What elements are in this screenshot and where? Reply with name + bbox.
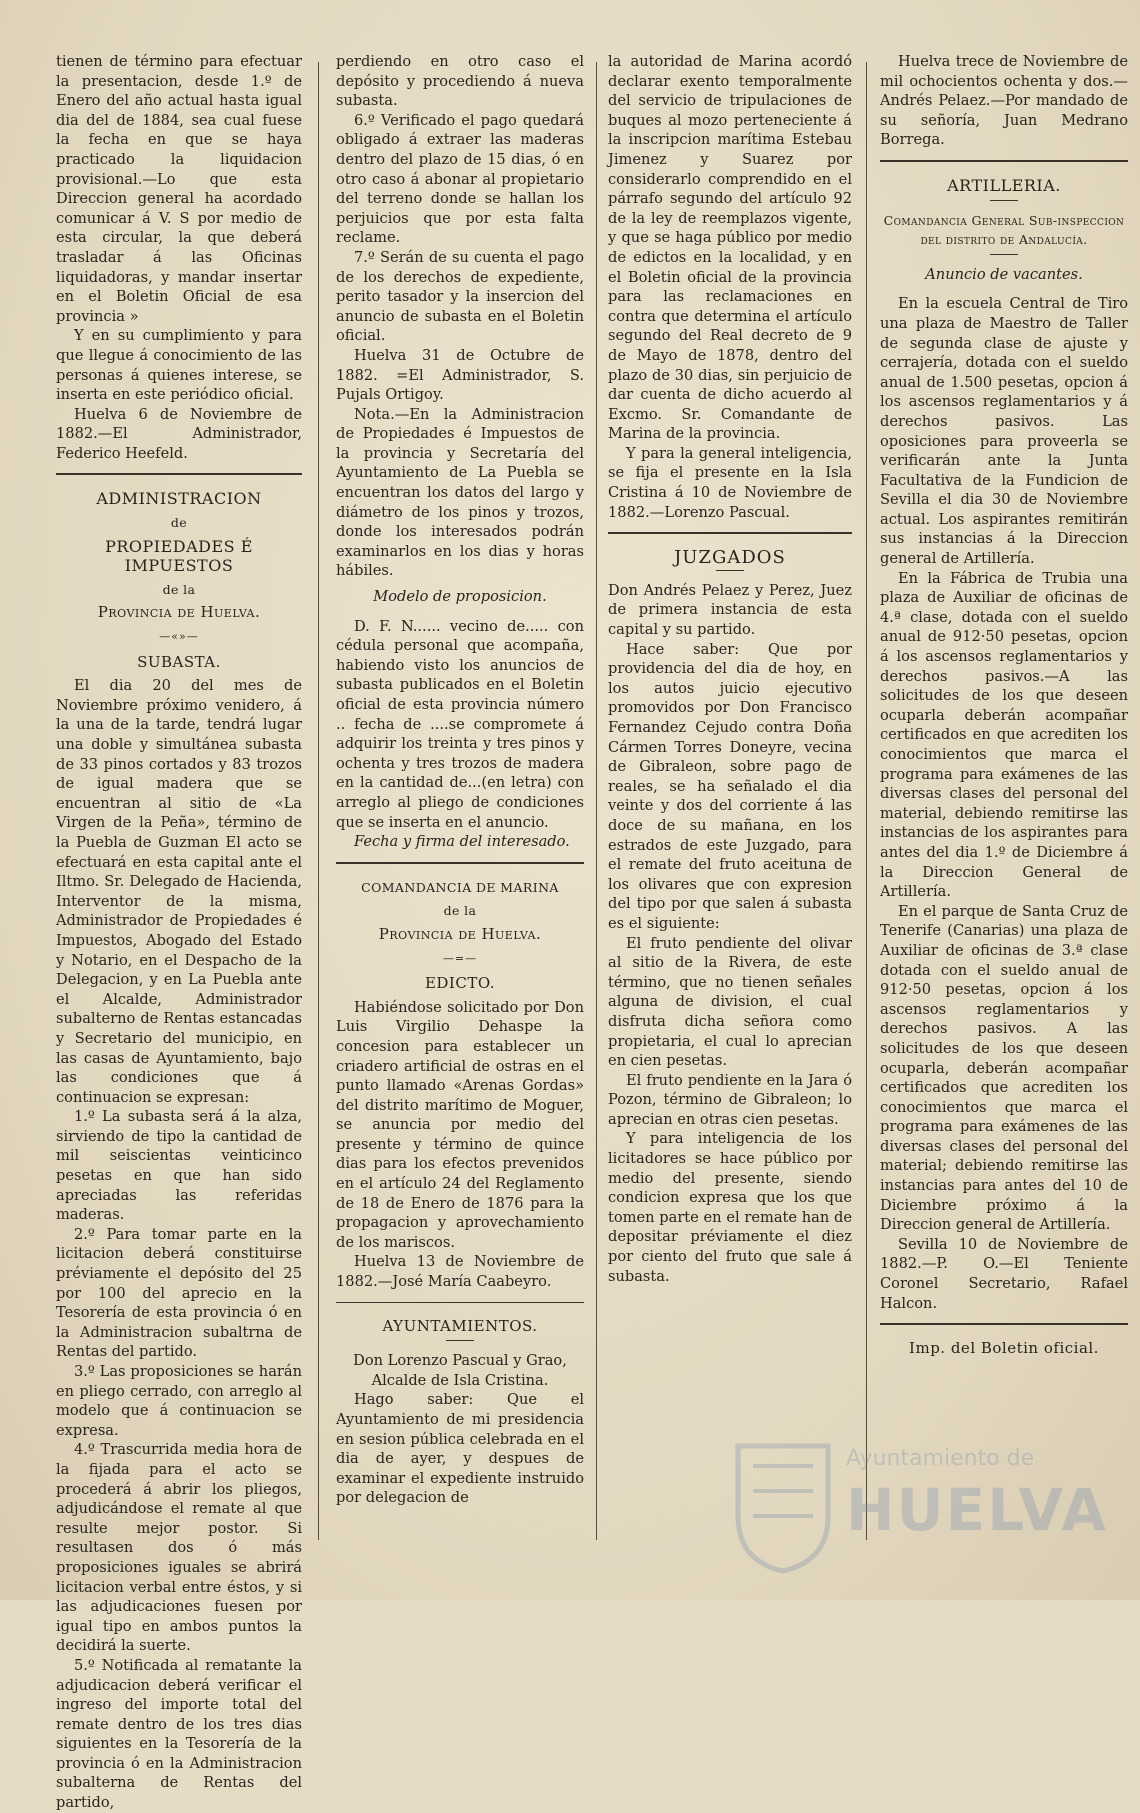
section-heading: JUZGADOS (674, 547, 786, 569)
signature: Huelva trece de Noviembre de mil ochocientos ochenta y dos.—Andrés Pelaez.—Por mandado de su señoría, Juan Medrano Borrega. (880, 53, 1128, 149)
section-heading: COMANDANCIA DE MARINA (361, 879, 559, 895)
heading-connector: de la (443, 903, 477, 919)
condition-item: 2.º Para tomar parte en la licitacion deberá constituirse préviamente el depósito del 25 por 100 del aprecio en la Tesorería de esta provincia ó en la Administracion subaltrna de Rentas del partido. (56, 1225, 302, 1361)
column-divider (866, 62, 867, 1540)
date-signature-line: Fecha y firma del interesado. (354, 833, 570, 851)
paragraph: Hago saber: Que el Ayuntamiento de mi presidencia en sesion pública celebrada en el dia de ayer, y despues de examinar el expediente instruido por delegacion de (336, 1391, 584, 1507)
heading-dash (990, 254, 1018, 255)
section-heading: ADMINISTRACION (96, 489, 262, 509)
column-4 (880, 52, 1128, 1560)
condition-item: 7.º Serán de su cuenta el pago de los derechos de expediente, perito tasador y la insercion del anuncio de subasta en el Boletin oficial. (336, 248, 584, 345)
section-heading: PROPIEDADES É IMPUESTOS (105, 536, 253, 576)
model-title: Modelo de proposicion. (373, 588, 547, 606)
signature: Huelva 31 de Octubre de 1882. =El Administrador, S. Pujals Ortigoy. (336, 346, 584, 404)
section-rule (880, 1323, 1128, 1325)
section-heading: ARTILLERIA. (947, 175, 1061, 195)
paragraph: En el parque de Santa Cruz de Tenerife (Canarias) una plaza de Auxiliar de oficinas de 3.ª clase dotada con el sueldo anual de 912·50 pesetas, opcion á los ascensos reglamentarios y derechos pasivos. A las solicitudes de los que deseen ocuparla, deberán acompañar certificados que acrediten los conocimientos que marca el programa para exámenes de las diversas clases del personal del material; debiendo remitirse las instancias para antes del 10 de Diciembre próximo á la Direccion general de Artillería. (880, 902, 1128, 1234)
official-title: Don Andrés Pelaez y Perez, Juez de primera instancia de esta capital y su partido. (608, 581, 852, 639)
note: Nota.—En la Administracion de Propiedades é Impuestos de la provincia y Secretaría del Ayuntamiento de La Puebla se encuentran los datos del largo y diámetro de los pinos y trozos, donde los interesados podrán examinarlos en los dias y horas hábiles. (336, 405, 584, 580)
column-3 (608, 52, 852, 1560)
paragraph: El dia 20 del mes de Noviembre próximo venidero, á la una de la tarde, tendrá lugar una doble y simultánea subasta de 33 pinos cortados y 83 trozos de igual madera que se encuentran al sitio de «La Virgen de la Peña», término de la Puebla de Guzman El acto se efectuará en esta capital ante el Iltmo. Sr. Delegado de Hacienda, Interventor de la misma, Administrador de Propiedades é Impuestos, Abogado del Estado y Notario, en el Despacho de la Delegacion, y en La Puebla ante el Alcalde, Administrador subalterno de Rentas estancadas y Secretario del municipio, en las casas de Ayuntamiento, bajo las condiciones que á continuacion se expresan: (56, 677, 302, 1106)
section-heading: EDICTO. (424, 974, 496, 993)
heading-dash (990, 200, 1018, 201)
section-rule (336, 1302, 584, 1303)
ornament-separator: —«»— (159, 630, 199, 644)
section-subheading: Provincia de Huelva. (378, 924, 542, 943)
paragraph: En la escuela Central de Tiro una plaza de Maestro de Taller de segunda clase de ajuste y cerrajería, dotada con el sueldo anual de 1.500 pesetas, opcion á los ascensos reglamentarios y á derechos pasivos. Las oposiciones para proveerla se verificarán ante la Junta Facultativa de la Fundicion de Sevilla el dia 30 de Noviembre actual. Los aspirantes remitirán sus instancias á la Direccion general de Artillería. (880, 295, 1128, 568)
paragraph: En la Fábrica de Trubia una plaza de Auxiliar de oficinas de 4.ª clase, dotada con el sueldo anual de 912·50 pesetas, opcion á los ascensos reglamentarios y derechos pasivos.—A las solicitudes de los que deseen ocuparla deberán acompañar certificados en que acrediten los conocimientos que marca el programa para exámenes de las diversas clases del personal del material, debiendo remitirse las instancias de los aspirantes para antes del dia 1.º de Diciembre á la Direccion General de Artillería. (880, 569, 1128, 901)
section-heading: SUBASTA. (137, 652, 221, 671)
paragraph: tienen de término para efectuar la presentacion, desde 1.º de Enero del año actual hasta igual dia del de 1884, sea cual fuese la fecha en que se haya practicado la liquidacion provisional.—Lo que esta Direccion general ha acordado comunicar á V. S por medio de esta circular, la que deberá trasladar á las Oficinas liquidadoras, y mandar insertar en el Boletin Oficial de esa provincia » (56, 53, 302, 325)
heading-connector: de (170, 515, 188, 531)
condition-item: 5.º Notificada al rematante la adjudicacion deberá verificar el ingreso del importe total del remate dentro de los tres dias siguientes en la Tesorería de la provincia ó en la Administracion subalterna de Rentas del partido, (56, 1656, 302, 1812)
section-rule (880, 160, 1128, 162)
watermark-title: Ayuntamiento de (846, 1446, 1035, 1471)
condition-item: 6.º Verificado el pago quedará obligado á extraer las maderas dentro del plazo de 15 dias, ó en otro caso á abonar al propietario del terreno donde se hallan los perjuicios que por esta falta reclame. (336, 111, 584, 247)
section-rule (336, 862, 584, 864)
column-2 (336, 52, 584, 1560)
condition-item: 1.º La subasta será á la alza, sirviendo de tipo la cantidad de mil seiscientas veinticinco pesetas en que han sido apreciadas las referidas maderas. (56, 1108, 302, 1224)
paragraph: Y en su cumplimiento y para que llegue á conocimiento de las personas á quienes interese, se inserta en este periódico oficial. (56, 327, 302, 404)
section-subheading: Comandancia General Sub-inspeccion del distrito de Andalucía. (883, 212, 1125, 248)
paragraph: perdiendo en otro caso el depósito y procediendo á nueva subasta. (336, 53, 584, 110)
condition-item: 3.º Las proposiciones se harán en pliego cerrado, con arreglo al modelo que á continuacion se expresa. (56, 1363, 302, 1439)
condition-item: 4.º Trascurrida media hora de la fijada para el acto se procederá á abrir los pliegos, adjudicándose el remate al que resulte mejor postor. Si resultasen dos ó más proposiciones iguales se abrirá licitacion verbal entre éstos, y si las adjudicaciones fuesen por igual tipo en ambos puntos la decidirá la suerte. (56, 1441, 302, 1655)
paragraph: Y para inteligencia de los licitadores se hace público por medio del presente, siendo condicion expresa que los que tomen parte en el remate han de depositar préviamente el diez por ciento del fruto que sale á subasta. (608, 1130, 852, 1285)
signature: Huelva 6 de Noviembre de 1882.—El Administrador, Federico Heefeld. (56, 405, 302, 462)
signature: Sevilla 10 de Noviembre de 1882.—P. O.—El Teniente Coronel Secretario, Rafael Halcon. (880, 1235, 1128, 1312)
section-rule (56, 473, 302, 475)
paragraph: Habiéndose solicitado por Don Luis Virgilio Dehaspe la concesion para establecer un criadero artificial de ostras en el punto llamado «Arenas Gordas» del distrito marítimo de Moguer, se anuncia por medio del presente y término de quince dias para los efectos prevenidos en el artículo 24 del Reglamento de 18 de Enero de 1876 para la propagacion y aprovechamiento de los mariscos. (336, 998, 584, 1251)
watermark-name: HUELVA (846, 1476, 1109, 1544)
announcement-title: Anuncio de vacantes. (925, 265, 1083, 283)
heading-connector: de la (162, 581, 196, 597)
section-rule (608, 532, 852, 534)
archive-watermark (728, 1436, 1109, 1586)
official-title: Don Lorenzo Pascual y Grao, Alcalde de Isla Cristina. (353, 1352, 567, 1389)
paragraph: El fruto pendiente en la Jara ó Pozon, término de Gibraleon; lo aprecian en otras cien pesetas. (608, 1071, 852, 1128)
printer-imprint: Imp. del Boletin oficial. (909, 1339, 1099, 1358)
paragraph: Hace saber: Que por providencia del dia de hoy, en los autos juicio ejecutivo promovidos por Don Francisco Fernandez Cejudo contra Doña Cármen Torres Doneyre, vecina de Gibraleon, sobre pago de reales, se ha señalado el dia veinte y dos del corriente á las doce de su mañana, en los estrados de este Juzgado, para el remate del fruto aceituna de los olivares que con expresion del tipo por que salen á subasta es el siguiente: (608, 640, 852, 932)
paragraph: El fruto pendiente del olivar al sitio de la Rivera, de este término, que no tienen señales alguna de division, el cual disfruta dicha señora como propietaria, el cual lo aprecian en cien pesetas. (608, 934, 852, 1070)
section-heading: AYUNTAMIENTOS. (382, 1316, 538, 1335)
ornament-separator: —=— (442, 951, 478, 965)
column-1 (56, 52, 302, 1812)
column-divider (318, 62, 319, 1540)
heading-dash (446, 1340, 474, 1341)
column-divider (596, 62, 597, 1540)
heading-dash (716, 570, 744, 571)
paragraph: la autoridad de Marina acordó declarar exento temporalmente del servicio de tripulaciones de buques al mozo perteneciente á la inscripcion marítima Estebau Jimenez y Suarez por considerarlo comprendido en el párrafo segundo del artículo 92 de la ley de reemplazos vigente, y que se haga público por medio de edictos en la localidad, y en el Boletin oficial de la provincia para las reclamaciones en contra que determina el artículo segundo del Real decreto de 9 de Mayo de 1878, dentro del plazo de 30 dias, sin perjuicio de dar cuenta de dicho acuerdo al Excmo. Sr. Comandante de Marina de la provincia. (608, 53, 852, 443)
coat-of-arms-icon (728, 1436, 838, 1576)
signature: Huelva 13 de Noviembre de 1882.—José María Caabeyro. (336, 1253, 584, 1291)
model-text: D. F. N...... vecino de..... con cédula personal que acompaña, habiendo visto los anuncios de subasta publicados en el Boletin oficial de esta provincia número .. fecha de ....se compromete á adquirir los treinta y tres pinos y ochenta y tres trozos de madera en la cantidad de...(en letra) con arreglo al pliego de condiciones que se inserta en el anuncio. (336, 617, 584, 831)
section-subheading: Provincia de Huelva. (97, 603, 261, 622)
signature: Y para la general inteligencia, se fija el presente en la Isla Cristina á 10 de Noviembre de 1882.—Lorenzo Pascual. (608, 444, 852, 521)
